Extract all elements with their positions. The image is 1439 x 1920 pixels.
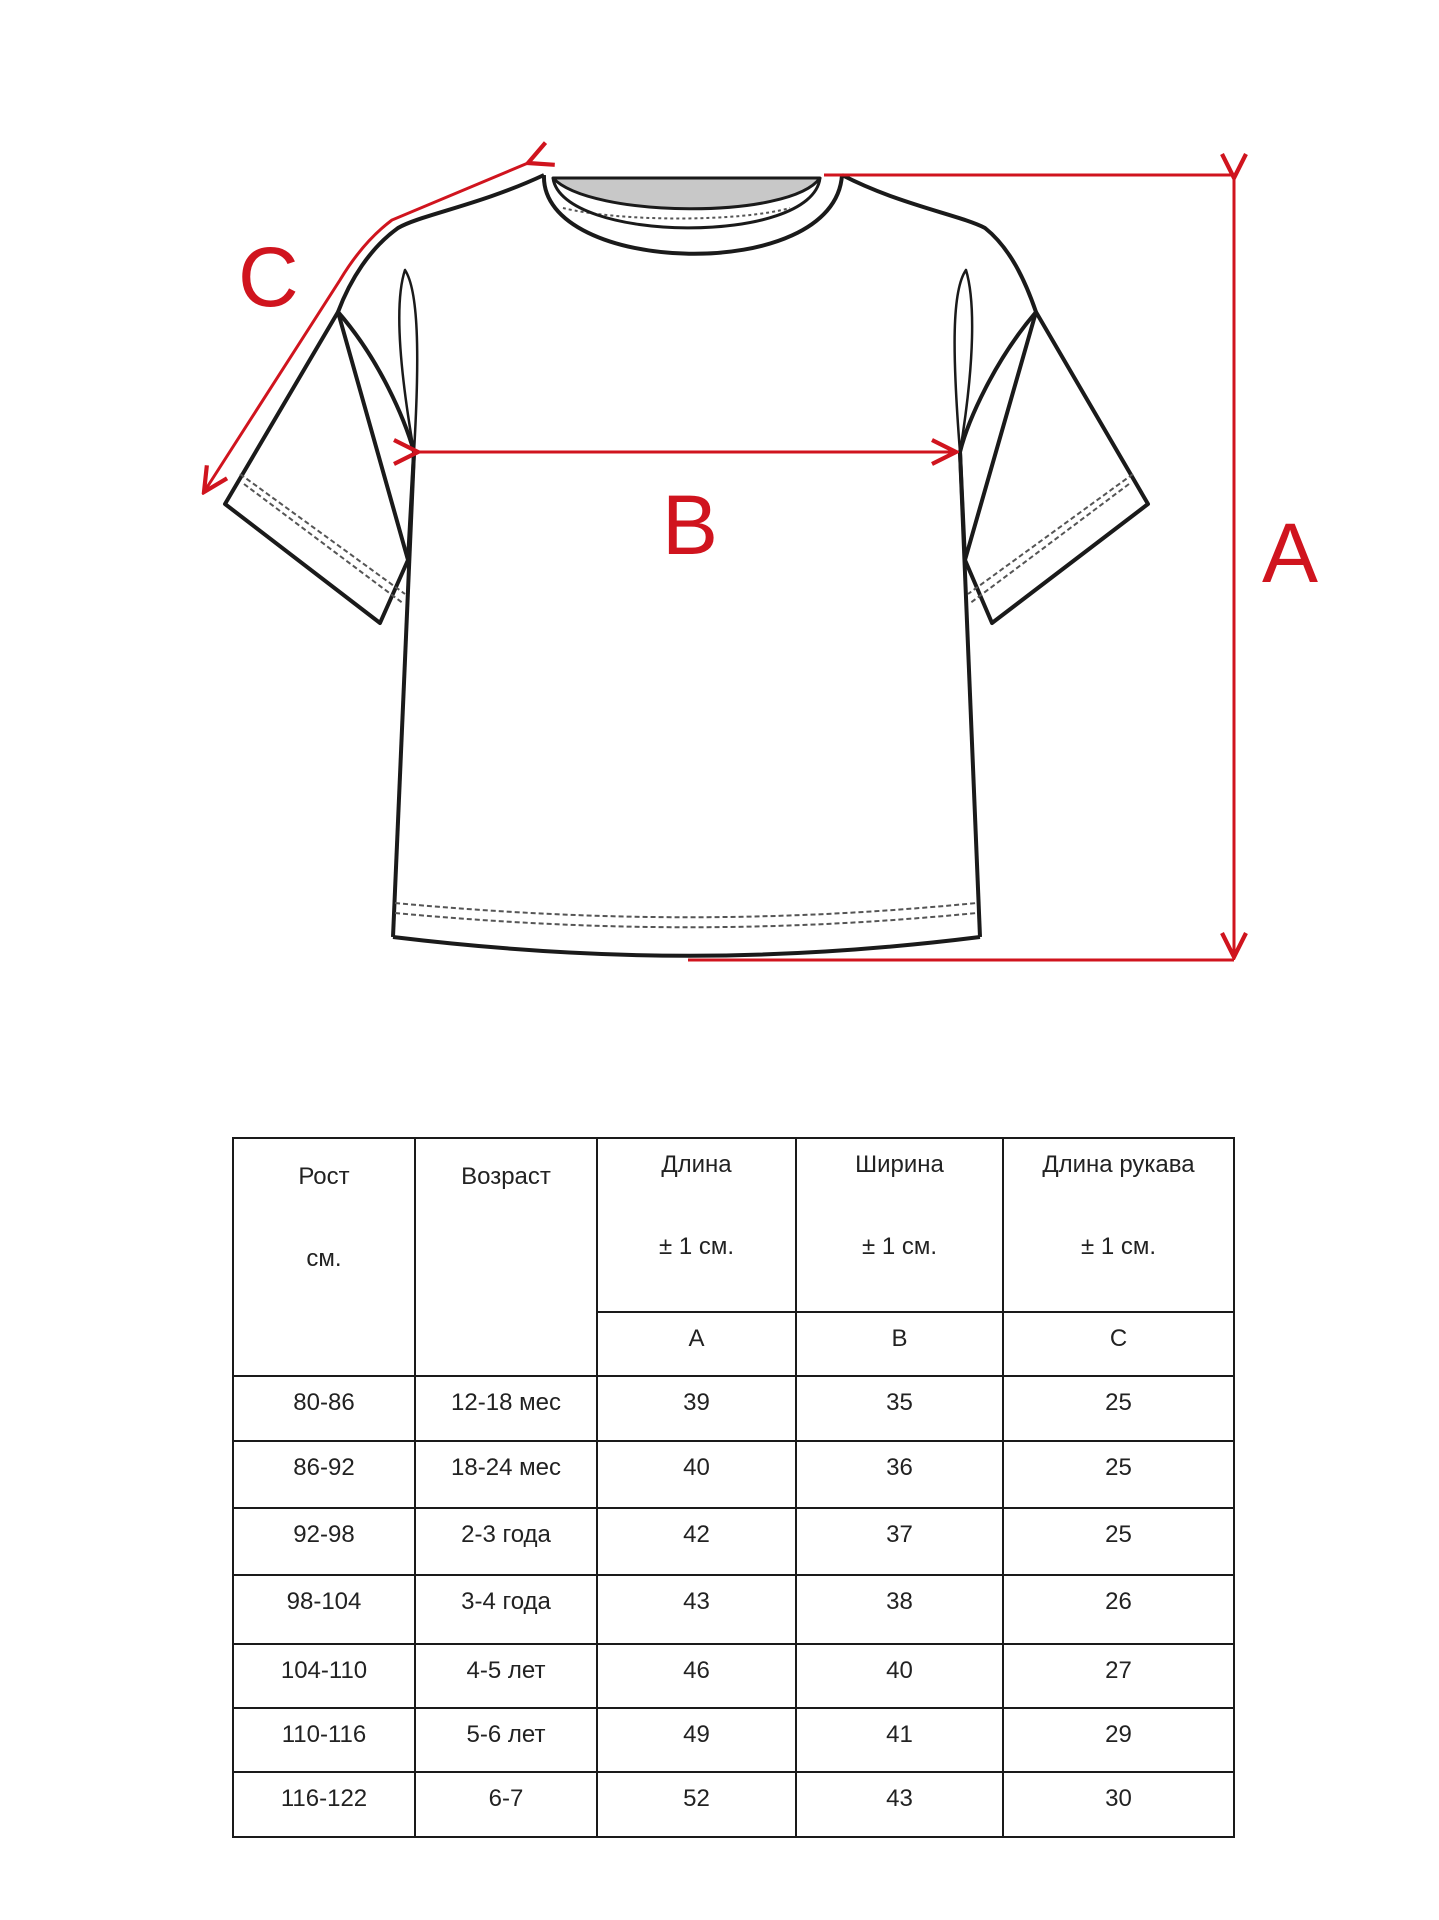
- cell-height: 80-86: [233, 1376, 415, 1441]
- label-c: C: [238, 230, 299, 324]
- header-length-title: Длина: [661, 1151, 732, 1178]
- cell-width: 35: [796, 1376, 1003, 1441]
- cell-width: 38: [796, 1575, 1003, 1644]
- cell-width: 43: [796, 1772, 1003, 1837]
- cell-length: 42: [597, 1508, 796, 1575]
- header-age: [415, 1138, 597, 1376]
- table-row: [233, 1441, 1234, 1508]
- header-height-unit: см.: [306, 1245, 342, 1272]
- header-sleeve: [1003, 1138, 1234, 1312]
- left-sleeve-hem: [240, 474, 405, 604]
- header-width: [796, 1138, 1003, 1312]
- left-shoulder: [338, 175, 544, 312]
- measure-c-line: [204, 163, 528, 492]
- header-length-code: A: [597, 1312, 796, 1376]
- cell-sleeve: 25: [1003, 1376, 1234, 1441]
- cell-height: 110-116: [233, 1708, 415, 1772]
- table-row: [233, 1708, 1234, 1772]
- cell-age: 2-3 года: [415, 1508, 597, 1575]
- cell-width: 41: [796, 1708, 1003, 1772]
- measurements: [204, 163, 1234, 960]
- right-shoulder: [842, 175, 1036, 312]
- left-fold: [399, 270, 417, 452]
- header-height-title: Рост: [298, 1163, 350, 1190]
- cell-height: 86-92: [233, 1441, 415, 1508]
- right-sleeve: [965, 312, 1148, 623]
- cell-width: 40: [796, 1644, 1003, 1708]
- cell-length: 40: [597, 1441, 796, 1508]
- cell-height: 104-110: [233, 1644, 415, 1708]
- cell-sleeve: 29: [1003, 1708, 1234, 1772]
- cell-sleeve: 30: [1003, 1772, 1234, 1837]
- size-chart-table: [232, 1137, 1235, 1838]
- cell-age: 5-6 лет: [415, 1708, 597, 1772]
- left-sleeve: [225, 312, 408, 623]
- right-sleeve-hem: [968, 474, 1133, 604]
- cell-sleeve: 26: [1003, 1575, 1234, 1644]
- cell-width: 36: [796, 1441, 1003, 1508]
- cell-sleeve: 25: [1003, 1441, 1234, 1508]
- cell-height: 116-122: [233, 1772, 415, 1837]
- header-age-title: Возраст: [461, 1163, 551, 1190]
- cell-sleeve: 25: [1003, 1508, 1234, 1575]
- cell-height: 92-98: [233, 1508, 415, 1575]
- cell-length: 39: [597, 1376, 796, 1441]
- cell-age: 4-5 лет: [415, 1644, 597, 1708]
- cell-length: 49: [597, 1708, 796, 1772]
- cell-length: 52: [597, 1772, 796, 1837]
- cell-length: 46: [597, 1644, 796, 1708]
- header-width-title: Ширина: [855, 1151, 944, 1178]
- cell-sleeve: 27: [1003, 1644, 1234, 1708]
- cell-width: 37: [796, 1508, 1003, 1575]
- collar-inner: [553, 178, 820, 209]
- header-width-unit: ± 1 см.: [861, 1233, 938, 1260]
- table-row: [233, 1376, 1234, 1441]
- cell-age: 6-7: [415, 1772, 597, 1837]
- label-a: A: [1262, 506, 1319, 600]
- header-height: [233, 1138, 415, 1376]
- label-b: B: [662, 478, 719, 572]
- cell-age: 12-18 мес: [415, 1376, 597, 1441]
- cell-height: 98-104: [233, 1575, 415, 1644]
- body-hem-stitch: [395, 903, 977, 927]
- table-row: [233, 1644, 1234, 1708]
- cell-age: 18-24 мес: [415, 1441, 597, 1508]
- table-header-row: [233, 1138, 1234, 1312]
- body-hem: [393, 937, 980, 956]
- header-sleeve-code: C: [1003, 1312, 1234, 1376]
- header-sleeve-title: Длина рукава: [1042, 1151, 1195, 1178]
- table-row: [233, 1575, 1234, 1644]
- table-row: [233, 1772, 1234, 1837]
- header-sleeve-unit: ± 1 см.: [1080, 1233, 1157, 1260]
- header-length: [597, 1138, 796, 1312]
- header-width-code: B: [796, 1312, 1003, 1376]
- cell-age: 3-4 года: [415, 1575, 597, 1644]
- cell-length: 43: [597, 1575, 796, 1644]
- table-row: [233, 1508, 1234, 1575]
- header-length-unit: ± 1 см.: [658, 1233, 735, 1260]
